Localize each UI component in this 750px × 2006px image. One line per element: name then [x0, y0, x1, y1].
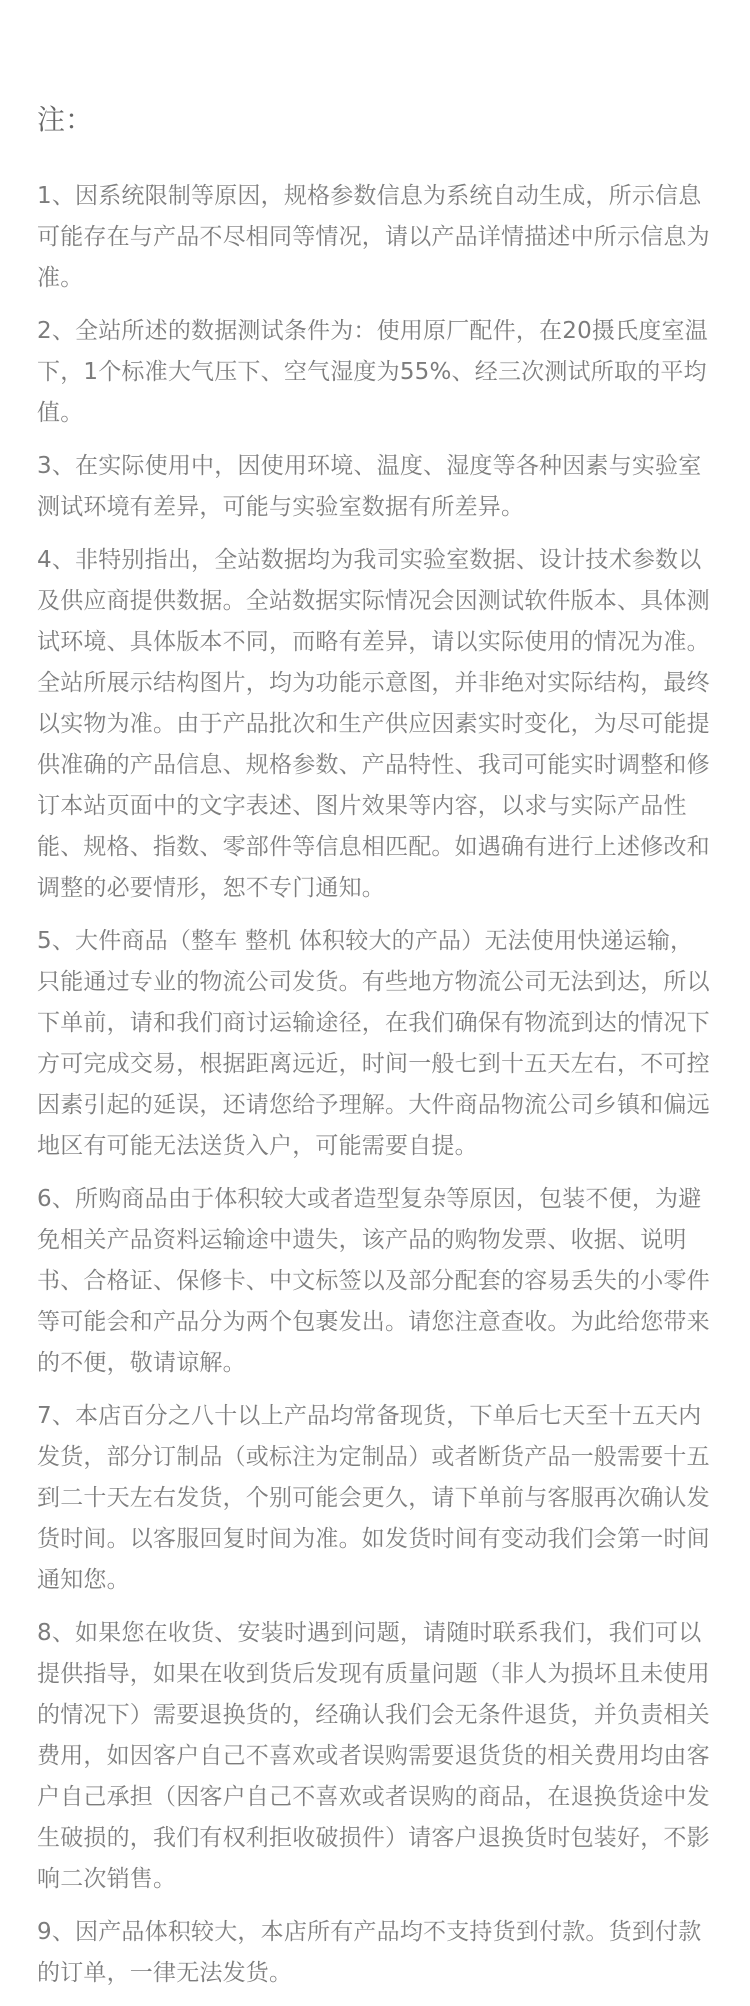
notice-section — [37, 100, 713, 2006]
notice-item-7: 7、本店百分之八十以上产品均常备现货，下单后七天至十五天内发货，部分订制品（或标注为定制品）或者断货产品一般需要十五到二十天左右发货，个别可能会更久，请下单前与客服再次确认发货时间。以客服回复时间为准。如发货时间有变动我们会第一时间通知您。 — [37, 1403, 710, 1593]
notice-item-6: 6、所购商品由于体积较大或者造型复杂等原因，包装不便，为避免相关产品资料运输途中遗失，该产品的购物发票、收据、说明书、合格证、保修卡、中文标签以及部分配套的容易丢失的小零件等可能会和产品分为两个包裹发出。请您注意查收。为此给您带来的不便，敬请谅解。 — [37, 1186, 710, 1376]
notice-item-3: 3、在实际使用中，因使用环境、温度、湿度等各种因素与实验室测试环境有差异，可能与实验室数据有所差异。 — [37, 453, 702, 520]
notice-item-8: 8、如果您在收货、安装时遇到问题，请随时联系我们，我们可以提供指导，如果在收到货后发现有质量问题（非人为损坏且未使用的情况下）需要退换货的，经确认我们会无条件退货，并负责相关费用，如因客户自己不喜欢或者误购需要退货货的相关费用均由客户自己承担（因客户自己不喜欢或者误购的商品，在退换货途中发生破损的，我们有权利拒收破损件）请客户退换货时包装好，不影响二次销售。 — [37, 1620, 710, 1892]
notice-item-1: 1、因系统限制等原因，规格参数信息为系统自动生成，所示信息可能存在与产品不尽相同等情况，请以产品详情描述中所示信息为准。 — [37, 183, 710, 291]
notice-item-9: 9、因产品体积较大，本店所有产品均不支持货到付款。货到付款的订单，一律无法发货。 — [37, 1919, 702, 1986]
notice-item-5: 5、大件商品（整车 整机 体积较大的产品）无法使用快递运输，只能通过专业的物流公司发货。有些地方物流公司无法到达，所以下单前，请和我们商讨运输途径，在我们确保有物流到达的情况下方可完成交易，根据距离远近，时间一般七到十五天左右，不可控因素引起的延误，还请您给予理解。大件商品物流公司乡镇和偏远地区有可能无法送货入户，可能需要自提。 — [37, 928, 710, 1159]
notice-title: 注： — [37, 103, 94, 136]
notice-item-2: 2、全站所述的数据测试条件为：使用原厂配件，在20摄氏度室温下，1个标准大气压下、空气湿度为55%、经三次测试所取的平均值。 — [37, 318, 708, 426]
notice-item-4: 4、非特别指出，全站数据均为我司实验室数据、设计技术参数以及供应商提供数据。全站数据实际情况会因测试软件版本、具体测试环境、具体版本不同，而略有差异，请以实际使用的情况为准。全站所展示结构图片，均为功能示意图，并非绝对实际结构，最终以实物为准。由于产品批次和生产供应因素实时变化，为尽可能提供准确的产品信息、规格参数、产品特性、我司可能实时调整和修订本站页面中的文字表述、图片效果等内容，以求与实际产品性能、规格、指数、零部件等信息相匹配。如遇确有进行上述修改和调整的必要情形，恕不专门通知。 — [37, 547, 710, 901]
